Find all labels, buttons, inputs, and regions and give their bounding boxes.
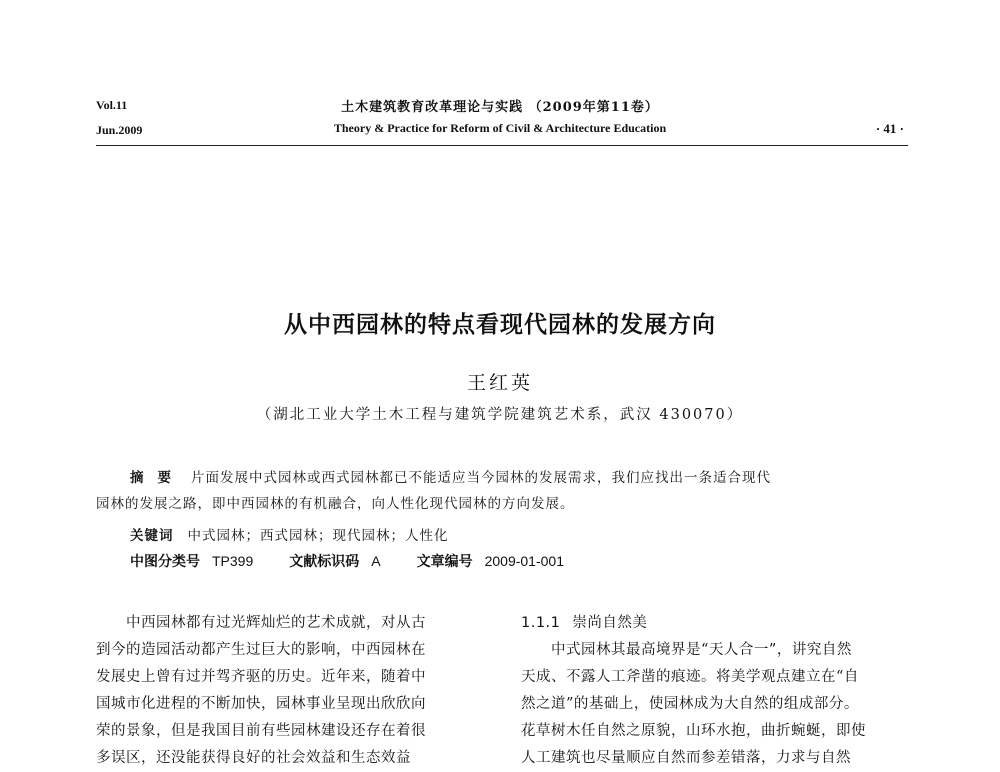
section-title: 崇尚自然美 xyxy=(572,615,648,631)
journal-title-english: Theory & Practice for Reform of Civil & Architecture Education xyxy=(333,121,667,135)
issue-date: Jun.2009 xyxy=(96,123,143,137)
abstract-line-1 xyxy=(130,466,771,486)
body-column-right xyxy=(521,610,911,772)
section-number: 1.1.1 xyxy=(521,615,561,631)
document-code-value: A xyxy=(371,553,381,569)
body-line: 多误区，还没能获得良好的社会效益和生态效益 xyxy=(96,750,411,766)
body-line: 人工建筑也尽量顺应自然而参差错落，力求与自然 xyxy=(521,750,851,766)
header-rule xyxy=(96,145,908,146)
article-number-value: 2009-01-001 xyxy=(484,553,564,569)
clc-label: 中图分类号 xyxy=(130,554,200,570)
section-heading xyxy=(521,610,911,637)
article-number-label: 文章编号 xyxy=(416,554,473,570)
keywords-value: 中式园林；西式园林；现代园林；人性化 xyxy=(187,528,449,544)
body-line: 荣的景象，但是我国目前有些园林建设还存在着很 xyxy=(96,723,426,739)
volume-number: Vol.11 xyxy=(96,98,128,112)
body-line: 到今的造园活动都产生过巨大的影响，中西园林在 xyxy=(96,642,426,658)
body-line: 花草树木任自然之原貌，山环水抱，曲折蜿蜒，即使 xyxy=(521,723,866,739)
keywords xyxy=(130,524,449,544)
body-line: 中西园林都有过光辉灿烂的艺术成就，对从古 xyxy=(96,615,426,631)
page-number: · 41 · xyxy=(875,121,904,136)
author-affiliation: （湖北工业大学土木工程与建筑学院建筑艺术系，武汉 430070） xyxy=(256,407,744,423)
abstract-text-1: 片面发展中式园林或西式园林都已不能适应当今园林的发展需求，我们应找出一条适合现代 xyxy=(191,470,771,486)
clc-value: TP399 xyxy=(212,553,254,569)
author-name: 王红英 xyxy=(466,372,533,394)
body-column-left xyxy=(96,610,486,772)
body-line: 天成、不露人工斧凿的痕迹。将美学观点建立在“自 xyxy=(521,669,859,685)
journal-title-chinese: 土木建筑教育改革理论与实践 （2009年第11卷） xyxy=(341,100,659,115)
classification-line xyxy=(130,551,600,571)
body-line: 中式园林其最高境界是“天人合一”，讲究自然 xyxy=(521,642,852,658)
body-line: 国城市化进程的不断加快，园林事业呈现出欣欣向 xyxy=(96,696,426,712)
document-code-label: 文献标识码 xyxy=(289,554,360,570)
body-line: 发展史上曾有过并驾齐驱的历史。近年来，随着中 xyxy=(96,669,426,685)
body-line: 然之道”的基础上，使园林成为大自然的组成部分。 xyxy=(521,696,859,712)
abstract-line-2: 园林的发展之路，即中西园林的有机融合，向人性化现代园林的方向发展。 xyxy=(96,496,575,512)
abstract-label: 摘要 xyxy=(130,470,185,486)
keywords-label: 关键词 xyxy=(130,528,174,544)
article-title: 从中西园林的特点看现代园林的发展方向 xyxy=(284,312,716,338)
